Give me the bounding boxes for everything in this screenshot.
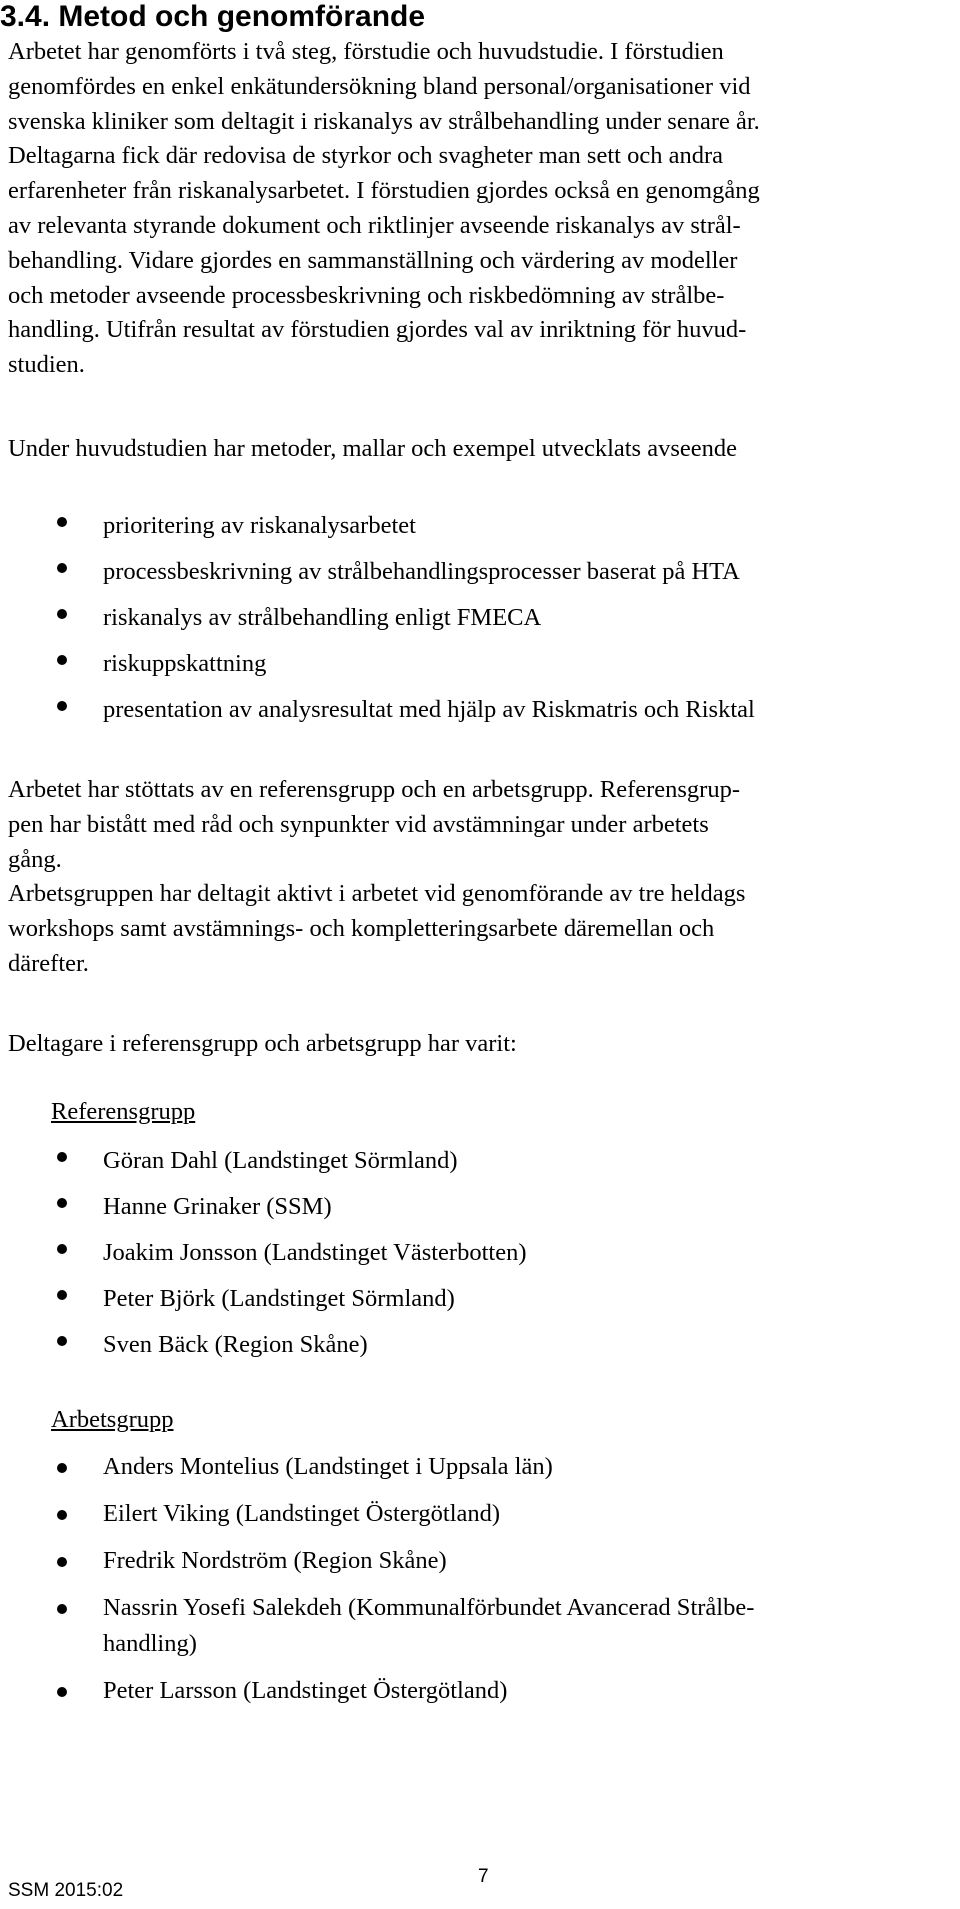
text-line: gång. [8,845,62,873]
bullet-icon [57,655,67,665]
text-line: handling. Utifrån resultat av förstudien gjordes val av inriktning för huvud- [8,316,747,344]
bullet-icon [57,701,67,711]
text-line: Under huvudstudien har metoder, mallar och exempel utvecklats avseende [8,435,737,462]
list-item: Hanne Grinaker (SSM) [103,1184,526,1230]
text-line: av relevanta styrande dokument och riktlinjer avseende riskanalys av strål- [8,211,741,239]
list-item: Eilert Viking (Landstinget Östergötland) [103,1496,754,1532]
list-item: prioritering av riskanalysarbetet [103,503,755,549]
bullet-icon [57,609,67,619]
bullet-icon [57,1557,67,1567]
list-item: Sven Bäck (Region Skåne) [103,1322,526,1368]
list-item: Göran Dahl (Landstinget Sörmland) [103,1138,526,1184]
intro-paragraph [8,35,943,383]
text-line: studien. [8,351,85,379]
list-item: riskanalys av strålbehandling enligt FMECA [103,595,755,641]
text-line: erfarenheter från riskanalysarbetet. I förstudien gjordes också en genomgång [8,177,760,205]
list-item: processbeskrivning av strålbehandlingsprocesser baserat på HTA [103,549,755,595]
bullet-icon [57,1510,67,1520]
list-item: Fredrik Nordström (Region Skåne) [103,1543,754,1579]
working-group-heading: Arbetsgrupp [51,1406,174,1433]
text-line: Arbetet har genomförts i två steg, förstudie och huvudstudie. I förstudien [8,38,724,65]
main-study-list [103,503,755,733]
bullet-icon [57,1198,67,1208]
bullet-icon [57,563,67,573]
text-line: och metoder avseende processbeskrivning och riskbedömning av strålbe- [8,281,725,309]
list-item: Peter Larsson (Landstinget Östergötland) [103,1673,754,1709]
bullet-icon [57,1604,67,1614]
list-item: riskuppskattning [103,641,755,687]
bullet-icon [57,1290,67,1300]
reference-group-heading: Referensgrupp [51,1098,196,1125]
bullet-icon [57,1687,67,1697]
text-line: Arbetsgruppen har deltagit aktivt i arbetet vid genomförande av tre heldags [8,880,746,908]
working-group-list [103,1449,754,1720]
reference-group-list [103,1138,526,1368]
list-item: Anders Montelius (Landstinget i Uppsala län) [103,1449,754,1485]
list-item: Nassrin Yosefi Salekdeh (Kommunalförbundet Avancerad Strålbe- handling) [103,1590,754,1662]
bullet-icon [57,1152,67,1162]
text-line: genomfördes en enkel enkätundersökning bland personal/organisationer vid [8,72,751,100]
text-line: workshops samt avstämnings- och kompletteringsarbete däremellan och [8,915,715,943]
text-line: Deltagarna fick där redovisa de styrkor och svagheter man sett och andra [8,142,723,170]
page-number: 7 [478,1866,489,1887]
text-line: Deltagare i referensgrupp och arbetsgrupp har varit: [8,1030,517,1057]
text-line: Arbetet har stöttats av en referensgrupp och en arbetsgrupp. Referensgrup- [8,776,740,803]
bullet-icon [57,1336,67,1346]
bullet-icon [57,517,67,527]
participants-intro [8,1027,943,1062]
bullet-icon [57,1463,67,1473]
text-line: behandling. Vidare gjordes en sammanställning och värdering av modeller [8,246,738,274]
text-line: pen har bistått med råd och synpunkter vid avstämningar under arbetets [8,810,709,838]
bullet-icon [57,1244,67,1254]
report-id: SSM 2015:02 [8,1880,124,1901]
main-study-intro [8,432,943,467]
text-line: därefter. [8,949,89,977]
list-item: Joakim Jonsson (Landstinget Västerbotten) [103,1230,526,1276]
list-item: presentation av analysresultat med hjälp av Riskmatris och Risktal [103,687,755,733]
list-item: Peter Björk (Landstinget Sörmland) [103,1276,526,1322]
support-paragraph [8,773,943,982]
text-line: svenska kliniker som deltagit i riskanalys av strålbehandling under senare år. [8,107,760,135]
section-heading: 3.4. Metod och genomförande [0,0,426,33]
